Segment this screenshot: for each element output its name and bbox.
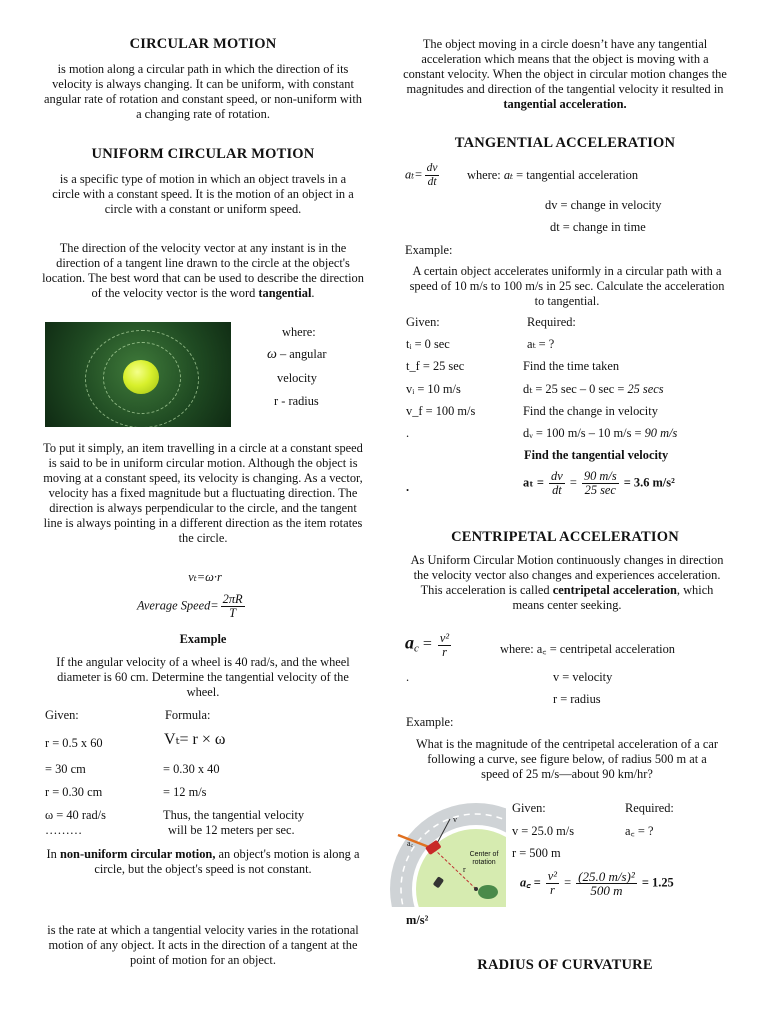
- centripetal-intro: [408, 553, 726, 613]
- example-problem: If the angular velocity of a wheel is 40 rad/s, and the wheel diameter is 60 cm. Determine the tangential velocity of the wheel.: [56, 655, 350, 699]
- formula-label: Formula:: [165, 708, 211, 722]
- tangential-intro: [402, 37, 728, 112]
- r-denominator: r: [442, 645, 447, 659]
- given-row: ω = 40 rad/s: [45, 808, 106, 822]
- ac-symbol: a: [405, 632, 414, 653]
- required-label: Required:: [625, 801, 674, 815]
- velocity-change-result: 90 m/s: [644, 426, 678, 440]
- uniform-explanation: To put it simply, an item travelling in a circle at a constant speed is said to be in uniform circular motion. Although the object is moving at a constant speed, its velocity is changing. As a vector, velocity has a fixed magnitude but a fluctuating direction. The direction is always perpendicular to the circle, and the tangent line is always pointing in a different direction as the item rotates the circle.: [43, 441, 363, 545]
- find-tangential-label: Find the tangential velocity: [524, 448, 669, 462]
- final-result: = 1.25: [641, 875, 674, 890]
- given-label: Given:: [512, 801, 546, 815]
- required-row: [523, 382, 664, 397]
- tennis-ball-spinning-photo: [45, 322, 231, 427]
- r-given: r = 500 m: [512, 846, 561, 860]
- given-row: r = 0.5 x 60: [45, 736, 103, 750]
- v-given: v = 25.0 m/s: [512, 824, 575, 838]
- tangential-intro-text: The object moving in a circle doesn’t have any tangential acceleration which means that the object is moving with a constant velocity. When the object in circular motion changes the magnitudes and direction of the tangential velocity it resulted in: [403, 37, 727, 96]
- tangential-word: tangential: [258, 286, 312, 300]
- at-definition: [467, 168, 638, 183]
- time-taken-equation: dₜ = 25 sec – 0 sec =: [523, 382, 628, 396]
- at-symbol: aₜ: [503, 168, 514, 182]
- non-uniform-post: an object's motion is along a circle, but the object's speed is not constant.: [94, 847, 360, 876]
- legend-radius: r - radius: [274, 394, 319, 408]
- tangential-example-problem: A certain object accelerates uniformly in a circular path with a speed of 10 m/s to 100 m/s in 25 sec. Calculate the acceleration to tangential.: [409, 264, 725, 308]
- legend-where: where:: [282, 325, 316, 339]
- given-row: = 30 cm: [45, 762, 86, 776]
- at-lhs: aₜ=: [405, 167, 423, 182]
- circular-motion-title: CIRCULAR MOTION: [129, 36, 277, 52]
- circular-motion-definition: is motion along a circular path in which the direction of its velocity is always changing. It can be uniform, with constant angular rate of rotation and constant speed, or non-uniform with a changing rate of rotation.: [44, 62, 362, 121]
- diagram-label-center: Center of rotation: [469, 851, 499, 866]
- velocity-change-equation: dᵥ = 100 m/s – 10 m/s =: [523, 426, 645, 440]
- final-r: r: [549, 883, 555, 897]
- given-label: Given:: [406, 315, 440, 329]
- tangential-final-equation: [523, 470, 675, 497]
- formula-row: will be 12 meters per sec.: [168, 823, 295, 837]
- final-500m: 500 m: [590, 883, 623, 898]
- given-row: v_f = 100 m/s: [406, 404, 476, 418]
- legend-velocity: velocity: [277, 371, 317, 385]
- final-v-squared: v²: [547, 869, 557, 883]
- final-25sec: 25 sec: [584, 483, 616, 497]
- given-label: Given:: [45, 708, 79, 722]
- non-uniform-paragraph: [42, 847, 364, 877]
- average-speed-formula: [137, 593, 247, 620]
- centripetal-acceleration-title: CENTRIPETAL ACCELERATION: [451, 529, 679, 545]
- r-definition: r = radius: [553, 692, 601, 706]
- average-speed-denominator: T: [229, 606, 237, 620]
- given-row: t_f = 25 sec: [406, 359, 465, 373]
- formula-row: Thus, the tangential velocity: [163, 808, 305, 822]
- dot-marker: .: [406, 480, 410, 494]
- required-row: aₜ = ?: [527, 337, 555, 351]
- tangential-acceleration-title: TANGENTIAL ACCELERATION: [454, 135, 676, 151]
- given-row: r = 0.30 cm: [45, 785, 103, 799]
- dot-marker: .: [406, 670, 410, 684]
- dv-numerator: dv: [426, 162, 438, 174]
- example-label: Example:: [406, 715, 454, 729]
- uniform-circular-motion-title: UNIFORM CIRCULAR MOTION: [91, 146, 315, 162]
- final-lhs: aₜ =: [523, 475, 548, 490]
- diagram-label-v: v: [453, 815, 457, 824]
- tangential-acceleration-formula: [405, 162, 441, 189]
- ac-required: a꜀ = ?: [625, 824, 654, 838]
- final-result: = 3.6 m/s²: [620, 475, 675, 490]
- dt-denominator: dt: [427, 176, 437, 188]
- dv-definition: dv = change in velocity: [545, 198, 662, 212]
- final-90ms: 90 m/s: [583, 469, 617, 483]
- formula-row: Vₜ= r × ω: [164, 731, 226, 748]
- final-25-squared: (25.0 m/s)²: [578, 869, 635, 884]
- dt-definition: dt = change in time: [550, 220, 646, 234]
- centripetal-example-problem: What is the magnitude of the centripetal acceleration of a car following a curve, see figure below, of radius 500 m at a speed of 25 m/s—about 90 km/hr?: [415, 737, 719, 781]
- formula-row: = 12 m/s: [163, 785, 207, 799]
- final-dt: dt: [552, 483, 562, 497]
- tangential-velocity-formula: vₜ=ω·r: [188, 570, 222, 584]
- final-equals: =: [566, 475, 580, 490]
- required-row: Find the time taken: [523, 359, 620, 373]
- velocity-direction-text: The direction of the velocity vector at any instant is in the direction of a tangent line drawn to the circle at the object's location. The best word that can be used to describe the direction of the velocity vector is the word: [42, 241, 364, 300]
- centripetal-intro-end: , which means center seeking.: [512, 583, 714, 612]
- legend-omega: [267, 347, 326, 362]
- given-row: .: [406, 426, 410, 440]
- given-row: tᵢ = 0 sec: [406, 337, 450, 351]
- at-definition-text: = tangential acceleration: [513, 168, 639, 182]
- non-uniform-pre: In: [46, 847, 60, 861]
- velocity-direction-end: .: [311, 286, 315, 300]
- tennis-ball: [123, 360, 159, 394]
- example-label: Example:: [405, 243, 453, 257]
- diagram-label-r: r: [463, 865, 466, 874]
- given-row: vᵢ = 10 m/s: [406, 382, 461, 396]
- v-definition: v = velocity: [553, 670, 613, 684]
- example-title: Example: [179, 632, 227, 646]
- uniform-definition: is a specific type of motion in which an object travels in a circle with a constant speed. It is the motion of an object in a circle with a constant or uniform speed.: [52, 172, 354, 216]
- diagram-label-ac: a꜀: [407, 839, 414, 848]
- given-row: ………: [45, 823, 83, 837]
- omega-symbol: ω: [267, 347, 277, 362]
- required-row: [523, 426, 677, 441]
- radius-of-curvature-title: RADIUS OF CURVATURE: [477, 957, 653, 973]
- velocity-direction-paragraph: [42, 241, 364, 301]
- non-uniform-term: non-uniform circular motion,: [59, 847, 216, 861]
- centripetal-formula: ac = $\frac{\text{v²}}{r}$: [405, 631, 450, 659]
- time-taken-result: 25 secs: [627, 382, 664, 396]
- final-unit: m/s²: [406, 913, 429, 927]
- v-squared: v²: [439, 631, 450, 645]
- tangential-rate-paragraph: is the rate at which a tangential velocity varies in the rotational motion of any object. It acts in the direction of a tangent at the point of motion for an object.: [47, 923, 359, 967]
- ac-definition: where: a꜀ = centripetal acceleration: [500, 642, 676, 656]
- final-dv: dv: [551, 469, 563, 483]
- final-ac: a꜀ =: [520, 875, 544, 890]
- omega-description: – angular: [280, 347, 327, 361]
- centripetal-final-equation: [520, 870, 674, 897]
- tangential-intro-bold: tangential acceleration.: [503, 97, 627, 111]
- final-equals: =: [560, 875, 575, 890]
- ac-subscript: c: [414, 642, 419, 655]
- where-label: where:: [467, 168, 504, 182]
- formula-row: = 0.30 x 40: [163, 762, 220, 776]
- centripetal-intro-text: As Uniform Circular Motion continuously changes in direction the velocity vector also changes and experiences acceleration. This acceleration is called: [410, 553, 724, 597]
- required-row: Find the change in velocity: [523, 404, 658, 418]
- centripetal-term: centripetal acceleration: [552, 583, 677, 597]
- average-speed-label: Average Speed=: [137, 598, 219, 613]
- required-label: Required:: [527, 315, 576, 329]
- average-speed-numerator: 2πR: [222, 592, 243, 606]
